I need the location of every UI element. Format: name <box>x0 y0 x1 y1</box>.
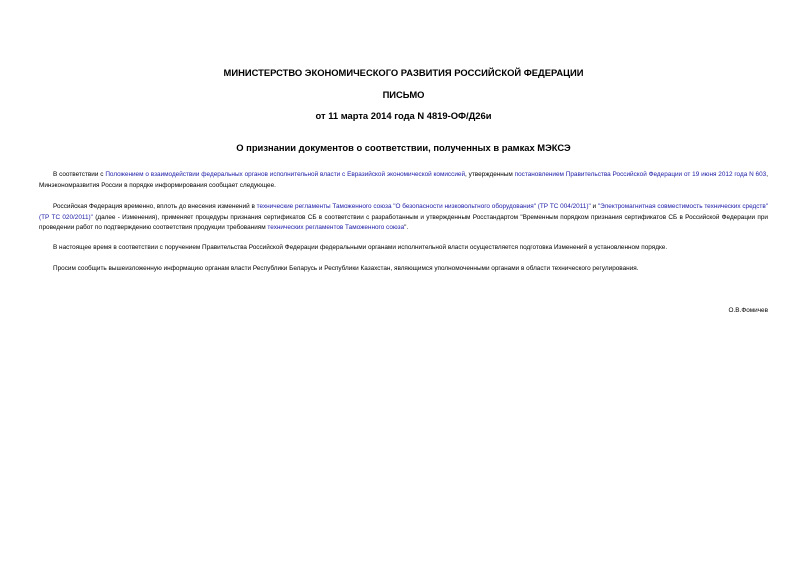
paragraph-2-text-b: и <box>590 203 598 210</box>
paragraph-1-text-c: , Минэкономразвития России в порядке информирования сообщает следующее. <box>39 171 769 189</box>
paragraph-3: В настоящее время в соответствии с поручением Правительства Российской Федерации федеральными органами исполнительной власти осуществляется подготовка Изменений в установленном порядке. <box>53 244 668 251</box>
link-tr-ts-020[interactable]: "Электромагнитная совместимость технических средств" (ТР ТС 020/2011)" <box>39 203 768 221</box>
document-date-number: от 11 марта 2014 года N 4819-ОФ/Д26и <box>315 110 492 121</box>
paragraph-4: Просим сообщить вышеизложенную информацию органам власти Республики Беларусь и Республики Казахстан, являющимся уполномоченными органами в области технического регулирования. <box>53 265 639 272</box>
link-government-decree[interactable]: постановлением Правительства Российской Федерации от 19 июня 2012 года N 603 <box>514 171 767 178</box>
paragraph-2-text-a: Российская Федерация временно, вплоть до внесения изменений в <box>53 203 257 210</box>
link-tr-ts-004[interactable]: технические регламенты Таможенного союза "О безопасности низковольтного оборудования" (ТР ТС 004/2011)" <box>256 203 591 210</box>
paragraph-2-text-c: (далее - Изменения), применяет процедуры признания сертификатов СБ в соответствии с разработанным и утвержденным Росстандартом "Временным порядком признания сертификатов СБ в Российской Федерации при проведении работ по подтверждению соответствия продукции требованиям <box>39 213 768 231</box>
paragraph-2 <box>39 202 768 234</box>
document-type: ПИСЬМО <box>382 89 425 100</box>
paragraph-2-text-d: ". <box>404 224 409 231</box>
paragraph-1-text-a: В соответствии с <box>53 171 106 178</box>
document-subject: О признании документов о соответствии, полученных в рамках МЭКСЭ <box>236 142 571 153</box>
signature: О.В.Фомичев <box>728 307 768 314</box>
paragraph-1-text-b: , утвержденным <box>465 171 515 178</box>
link-regulation-eec[interactable]: Положением о взаимодействии федеральных органов исполнительной власти с Евразийской экономической комиссией <box>105 171 466 178</box>
link-customs-union-regulations[interactable]: технических регламентов Таможенного союза <box>267 224 405 231</box>
document-page <box>39 0 768 571</box>
paragraph-1 <box>39 170 768 191</box>
ministry-title: МИНИСТЕРСТВО ЭКОНОМИЧЕСКОГО РАЗВИТИЯ РОССИЙСКОЙ ФЕДЕРАЦИИ <box>223 67 584 78</box>
